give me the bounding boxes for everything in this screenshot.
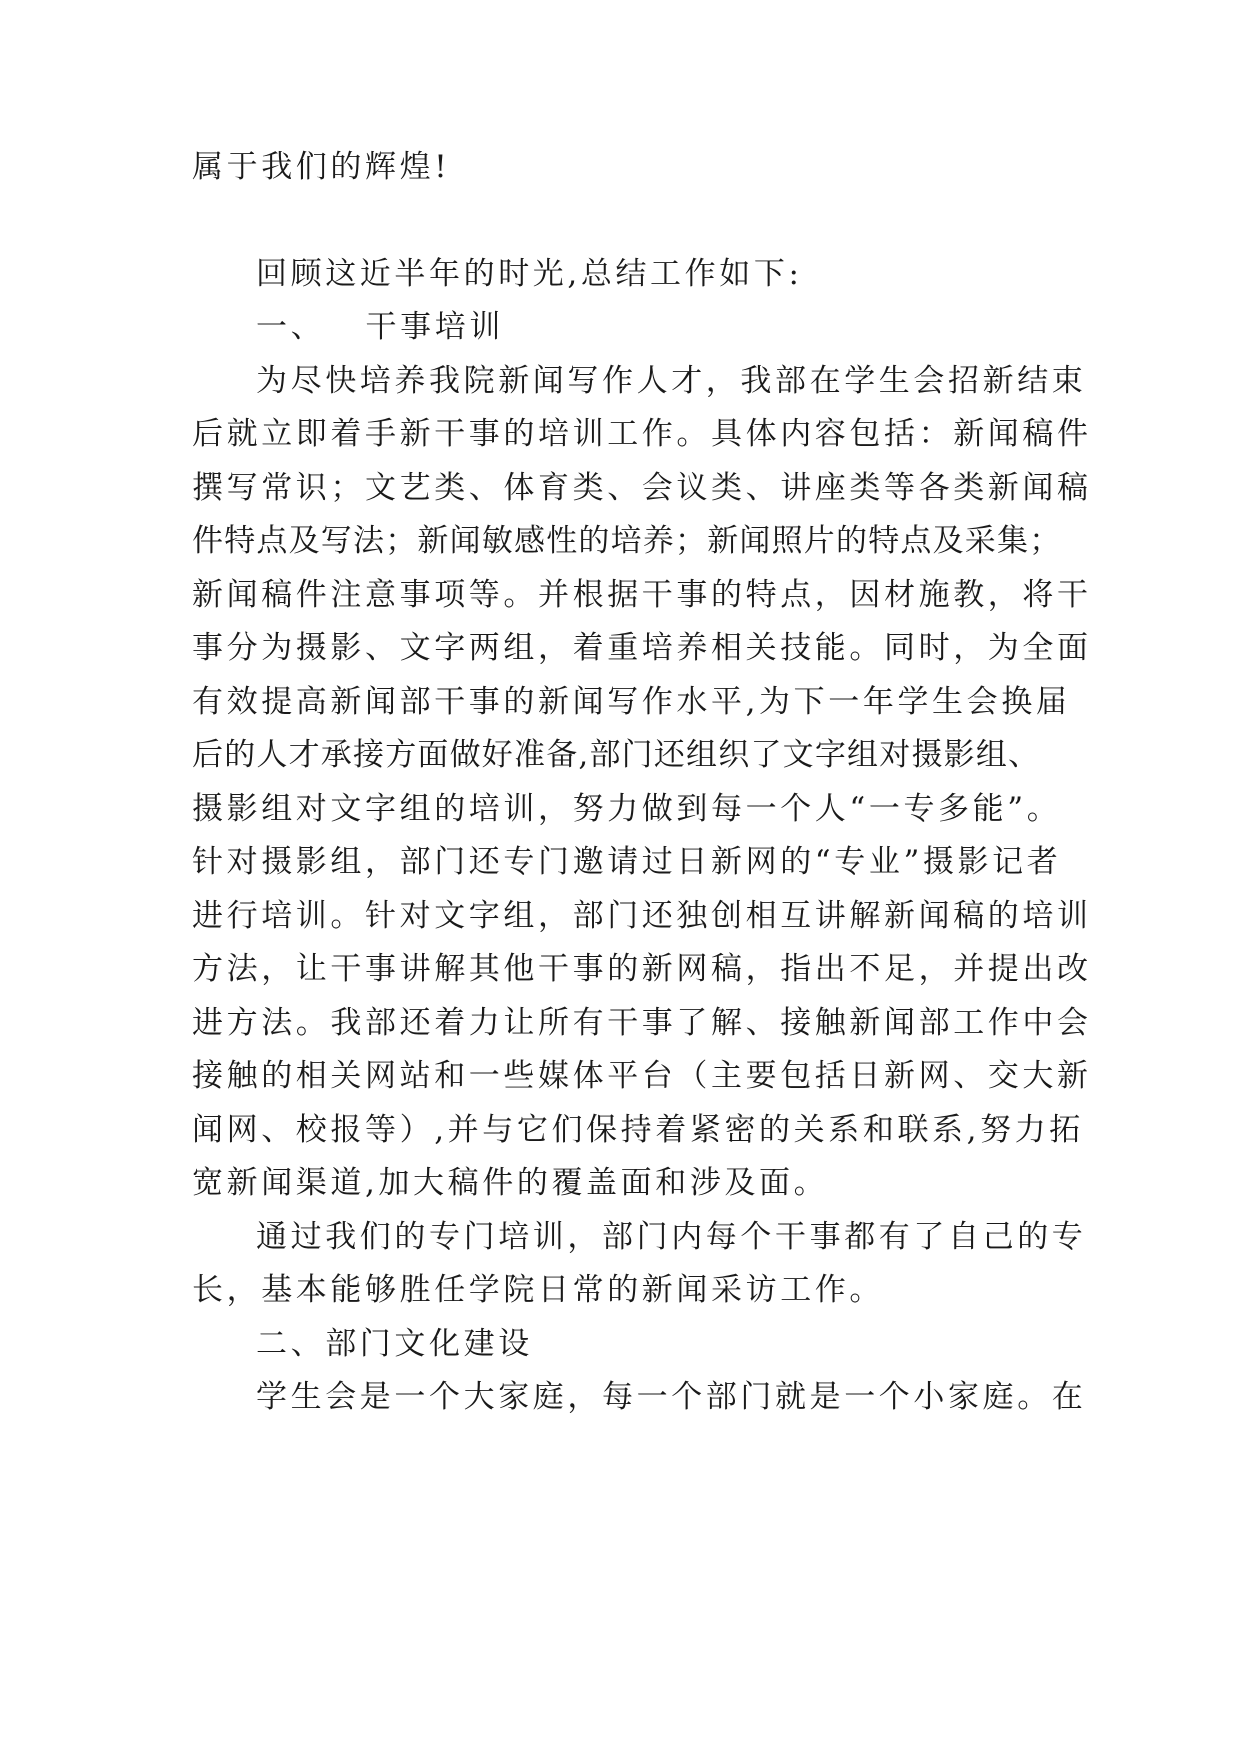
text-line: 撰写常识；文艺类、体育类、会议类、讲座类等各类新闻稿	[192, 470, 1092, 506]
text-line: 新闻稿件注意事项等。并根据干事的特点，因材施教，将干	[192, 577, 1092, 613]
text-line: 接触的相关网站和一些媒体平台（主要包括日新网、交大新	[192, 1058, 1092, 1094]
text-line: 进行培训。针对文字组，部门还独创相互讲解新闻稿的培训	[192, 898, 1092, 934]
text-line: 摄影组对文字组的培训，努力做到每一个人“一专多能”。	[192, 791, 1062, 827]
text-line: 件特点及写法；新闻敏感性的培养；新闻照片的特点及采集；	[192, 523, 1062, 559]
text-line: 属于我们的辉煌!	[192, 149, 451, 185]
text-line: 长，基本能够胜任学院日常的新闻采访工作。	[192, 1272, 884, 1308]
text-line: 有效提高新闻部干事的新闻写作水平,为下一年学生会换届	[192, 684, 1071, 720]
text-line: 进方法。我部还着力让所有干事了解、接触新闻部工作中会	[192, 1005, 1092, 1041]
text-line: 针对摄影组，部门还专门邀请过日新网的“专业”摄影记者	[192, 844, 1062, 880]
text-line: 方法，让干事讲解其他干事的新网稿，指出不足，并提出改	[192, 951, 1092, 987]
text-line: 闻网、校报等）,并与它们保持着紧密的关系和联系,努力拓	[192, 1112, 1084, 1148]
section-heading: 一、 干事培训	[256, 309, 504, 345]
text-line: 通过我们的专门培训，部门内每个干事都有了自己的专	[256, 1219, 1087, 1255]
text-line: 宽新闻渠道,加大稿件的覆盖面和涉及面。	[192, 1165, 829, 1201]
text-line: 后的人才承接方面做好准备,部门还组织了文字组对摄影组、	[192, 737, 1041, 773]
text-line: 后就立即着手新干事的培训工作。具体内容包括：新闻稿件	[192, 416, 1092, 452]
text-line: 学生会是一个大家庭，每一个部门就是一个小家庭。在	[256, 1379, 1087, 1415]
text-line: 回顾这近半年的时光,总结工作如下:	[256, 256, 803, 292]
text-line: 为尽快培养我院新闻写作人才，我部在学生会招新结束	[256, 363, 1087, 399]
text-line: 事分为摄影、文字两组，着重培养相关技能。同时，为全面	[192, 630, 1092, 666]
section-heading: 二、部门文化建设	[256, 1326, 533, 1362]
